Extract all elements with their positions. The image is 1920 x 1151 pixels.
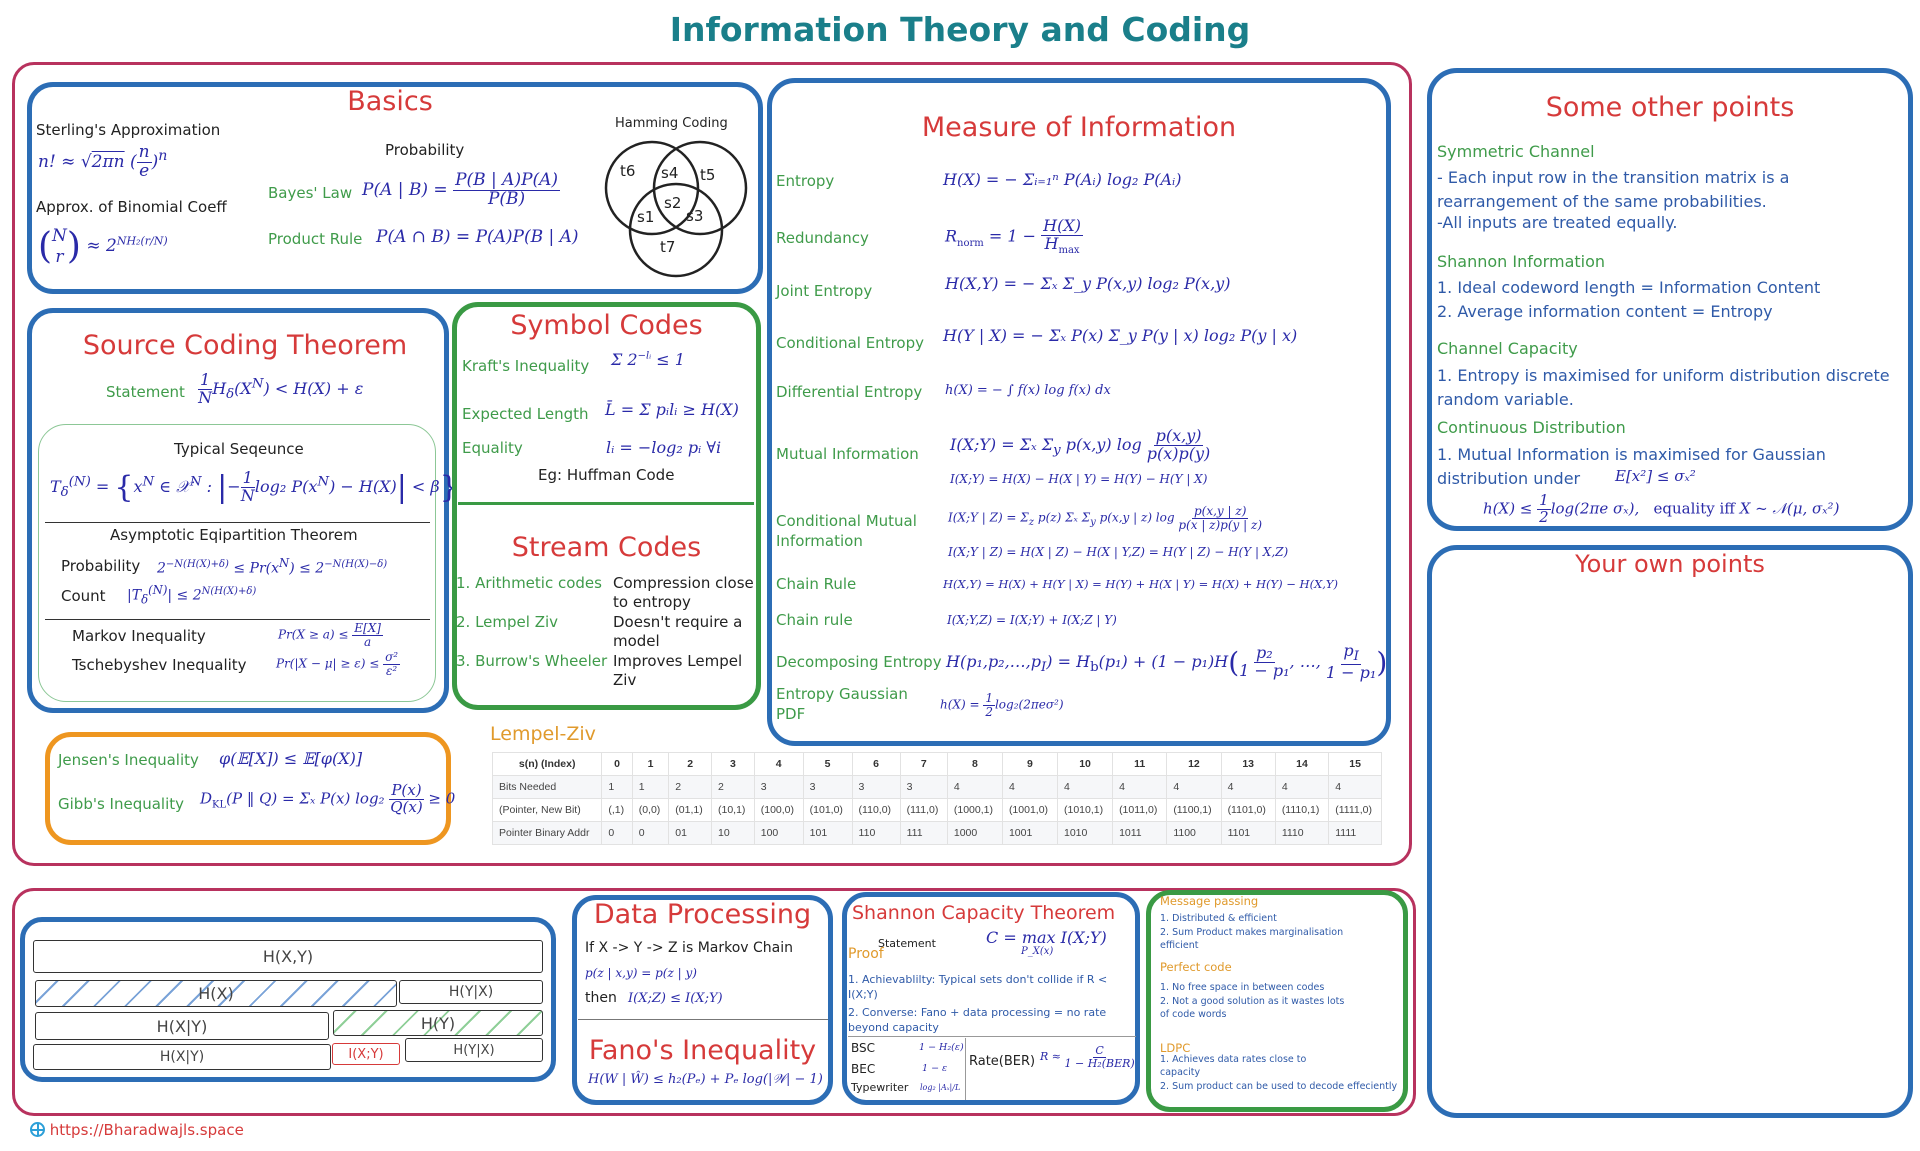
bar-hx-given-y-bottom: H(X|Y) <box>33 1044 331 1070</box>
column-header: s(n) (Index) <box>493 753 602 776</box>
table-cell: 2 <box>712 776 755 799</box>
product-rule-formula: P(A ∩ B) = P(A)P(B | A) <box>376 227 579 247</box>
jensen-formula: φ(𝔼[X]) ≤ 𝔼[φ(X)] <box>219 749 363 768</box>
ldpc-heading: LDPC <box>1160 1041 1191 1055</box>
stream-item-2-label: 2. Lempel Ziv <box>456 613 559 631</box>
aep-count-label: Count <box>61 587 106 605</box>
hamming-t7: t7 <box>660 238 676 256</box>
table-cell: Pointer Binary Addr <box>493 822 602 845</box>
probability-heading: Probability <box>385 141 465 159</box>
column-header: 5 <box>803 753 852 776</box>
proof-item-1: 1. Achievablilty: Typical sets don't collide if R < I(X;Y) <box>848 973 1108 1001</box>
divider <box>45 522 430 523</box>
column-header: 0 <box>602 753 632 776</box>
column-header: 4 <box>754 753 803 776</box>
table-cell: 01 <box>669 822 712 845</box>
equality-formula: lᵢ = −log₂ pᵢ ∀i <box>606 438 722 457</box>
aep-count-formula: $|T_\delta^{(N)}| \le 2^{N(H(X)+\delta)}$ <box>127 583 257 607</box>
typewriter-capacity: log₂ |Aₓ|/L <box>920 1083 961 1092</box>
tscheb-formula: Pr(|X − μ| ≥ ε) ≤ $\frac{\text{σ²}}{\text{ε²}}$ <box>276 650 399 678</box>
markov-chain-formula: p(z | x,y) = p(z | y) <box>585 966 697 980</box>
table-header-row <box>493 753 1382 776</box>
bayes-denominator: P(B) <box>487 188 526 209</box>
stream-item-2-desc: Doesn't require a model <box>613 613 743 650</box>
data-processing-inequality: I(X;Z) ≤ I(X;Y) <box>628 991 723 1006</box>
divider <box>458 502 754 505</box>
table-cell: 4 <box>1275 776 1328 799</box>
column-header: 9 <box>1002 753 1057 776</box>
message-passing-line-1: 1. Distributed & efficient <box>1160 913 1277 924</box>
source-coding-title: Source Coding Theorem <box>82 330 408 361</box>
bsc-label: BSC <box>851 1041 876 1055</box>
entropy-label: Entropy <box>776 172 835 190</box>
divider <box>848 1036 1136 1037</box>
table-cell: (1000,1) <box>947 799 1002 822</box>
table-cell: 4 <box>1058 776 1113 799</box>
table-cell: 4 <box>947 776 1002 799</box>
proof-item-2: 2. Converse: Fano + data processing = no rate beyond capacity <box>848 1006 1107 1034</box>
mutual-information-formula-2: I(X;Y) = H(X) − H(X | Y) = H(Y) − H(Y | X) <box>950 472 1208 486</box>
data-processing-title: Data Processing <box>593 899 812 930</box>
equality-label: Equality <box>462 439 523 457</box>
binomial-formula: ( N r ) ≈ $2^{NH_2(r/N)}$ <box>38 226 168 267</box>
channel-capacity-line-1: 1. Entropy is maximised for uniform distribution discrete random variable. <box>1437 366 1890 409</box>
statement-formula: $\frac{1}{N}$ $H_\delta(X^N) < H(X) + \varepsilon$ <box>198 370 364 407</box>
symbol-codes-title: Symbol Codes <box>510 310 703 341</box>
entropy-gaussian-label: Entropy Gaussian PDF <box>776 685 908 723</box>
markov-label: Markov Inequality <box>72 627 206 645</box>
perfect-code-line-1: 1. No free space in between codes <box>1160 982 1325 993</box>
conditional-mi-formula: I(X;Y | $Z) = \Sigma_z$ p(z) Σₓ $\Sigma_y$ p(x,y | z) log $\frac{p(x,y | z)}{p(x | z)p(y | z)}$ <box>948 504 1262 532</box>
perfect-code-heading: Perfect code <box>1160 960 1232 974</box>
stream-item-3-label: 3. Burrow's Wheeler <box>456 652 608 670</box>
product-rule-label: Product Rule <box>268 230 363 248</box>
table-cell: 2 <box>669 776 712 799</box>
chain-rule-mi-label: Chain rule <box>776 611 853 629</box>
expected-length-formula: L̄ = Σ pᵢlᵢ ≥ H(X) <box>605 400 739 419</box>
bar-hx: H(X) <box>35 980 397 1007</box>
column-header: 13 <box>1221 753 1275 776</box>
bar-hx-given-y-top: H(X|Y) <box>35 1012 329 1040</box>
table-cell: 10 <box>712 822 755 845</box>
aep-title: Asymptotic Eqipartition Theorem <box>110 526 358 544</box>
bec-label: BEC <box>851 1062 876 1076</box>
conditional-entropy-label: Conditional Entropy <box>776 334 924 352</box>
footer-link[interactable] <box>30 1121 244 1139</box>
basics-title: Basics <box>347 86 433 117</box>
redundancy-formula: $R_{norm} = 1$ − $\frac{H(X)}{H_{max}}$ <box>945 216 1081 256</box>
table-cell: 1101 <box>1221 822 1275 845</box>
table-cell: 3 <box>754 776 803 799</box>
then-label: then <box>585 990 617 1006</box>
ldpc-line-2: 2. Sum product can be used to decode effeciently <box>1160 1081 1398 1092</box>
table-cell: (Pointer, New Bit) <box>493 799 602 822</box>
page-title: Information Theory and Coding <box>669 10 1251 49</box>
typical-sequence-formula: $T_\delta^{(N)} = \{x^N$ ∈ 𝒳$^N$ : |− $\frac{1}{N}$ log₂ $P(x^N) - H(X)| < \beta$} <box>50 468 459 505</box>
bayes-lhs: P(A | B) = <box>362 179 448 200</box>
measure-title: Measure of Information <box>921 112 1237 143</box>
other-points-title: Some other points <box>1545 92 1795 123</box>
symmetric-channel-heading: Symmetric Channel <box>1437 142 1595 161</box>
table-cell: 1000 <box>947 822 1002 845</box>
table-cell: 100 <box>754 822 803 845</box>
bar-joint-entropy: H(X,Y) <box>33 940 543 973</box>
ldpc-line-1: 1. Achieves data rates close to capacity <box>1160 1054 1307 1078</box>
statement-label: Statement <box>106 383 185 401</box>
bec-capacity: 1 − ε <box>922 1063 948 1074</box>
gibbs-formula: $D_{KL}(P$ ‖ Q) = Σₓ P(x) log₂ $\frac{P(x)}{Q(x)}$ ≥ 0 <box>200 781 456 816</box>
channel-divider <box>965 1038 966 1100</box>
column-header: 8 <box>947 753 1002 776</box>
table-cell: (1011,0) <box>1113 799 1167 822</box>
fano-formula: H(W | Ŵ) ≤ h₂(Pₑ) + Pₑ log(|𝒲| − 1) <box>588 1072 823 1087</box>
table-cell: 1011 <box>1113 822 1167 845</box>
table-cell: 1110 <box>1275 822 1328 845</box>
differential-entropy-formula: h(X) = − ∫ f(x) log f(x) dx <box>945 383 1111 398</box>
statement-label: Statement <box>878 937 936 950</box>
joint-entropy-label: Joint Entropy <box>776 282 873 300</box>
hamming-s1: s1 <box>637 208 655 226</box>
table-cell: 4 <box>1329 776 1382 799</box>
fano-title: Fano's Inequality <box>588 1035 817 1066</box>
divider <box>45 619 430 620</box>
table-cell: (,1) <box>602 799 632 822</box>
table-cell: (10,1) <box>712 799 755 822</box>
column-header: 7 <box>900 753 947 776</box>
divider <box>578 1019 828 1020</box>
hamming-t5: t5 <box>700 166 716 184</box>
table-cell: 111 <box>900 822 947 845</box>
continuous-distribution-line-1: 1. Mutual Information is maximised for Gaussian distribution under <box>1437 445 1826 488</box>
message-passing-line-2: 2. Sum Product makes marginalisation efficient <box>1160 927 1344 951</box>
markov-formula: Pr(X ≥ a) ≤ $\frac{E[X]}{a}$ <box>278 621 381 649</box>
table-row <box>493 799 1382 822</box>
continuous-condition: E[x²] ≤ σₓ² <box>1615 467 1696 485</box>
decomposing-entropy-formula: $H(p_1,p_2,\dots,p_I) = H_b(p_1) + (1 - p_1)H$( $\frac{\text{p₂}}{\text{1 − p₁}}$ , …, $\frac{p_I}{\text{1 − p₁}}$ ) <box>946 641 1388 683</box>
table-cell: 4 <box>1167 776 1221 799</box>
table-cell: (0,0) <box>632 799 669 822</box>
conditional-mi-label: Conditional Mutual Information <box>776 512 917 550</box>
table-cell: (101,0) <box>803 799 852 822</box>
column-header: 3 <box>712 753 755 776</box>
lempel-ziv-title: Lempel-Ziv <box>490 723 596 745</box>
table-cell: 3 <box>852 776 900 799</box>
table-cell: (110,0) <box>852 799 900 822</box>
table-cell: 4 <box>1221 776 1275 799</box>
mutual-information-label: Mutual Information <box>776 445 919 463</box>
globe-icon <box>30 1122 45 1137</box>
table-cell: (1010,1) <box>1058 799 1113 822</box>
bar-hy: H(Y) <box>333 1010 543 1036</box>
own-points-box <box>1427 545 1913 1118</box>
joint-entropy-formula: H(X,Y) = − Σₓ Σ_y P(x,y) log₂ P(x,y) <box>945 274 1231 293</box>
column-header: 14 <box>1275 753 1328 776</box>
hamming-s2: s2 <box>664 194 682 212</box>
bar-hy-given-x-top: H(Y|X) <box>399 980 543 1004</box>
expected-length-label: Expected Length <box>462 405 589 423</box>
rate-ber-label: Rate(BER) <box>969 1054 1036 1069</box>
mutual-information-formula: I(X;Y) = Σₓ $\Sigma_y$ p(x,y) log $\frac{p(x,y)}{p(x)p(y)}$ <box>950 426 1211 463</box>
jensen-label: Jensen's Inequality <box>58 751 199 769</box>
table-cell: 1100 <box>1167 822 1221 845</box>
typical-sequence-title: Typical Seqeunce <box>174 440 304 458</box>
symmetric-channel-line-2: -All inputs are treated equally. <box>1437 213 1678 232</box>
perfect-code-line-2: 2. Not a good solution as it wastes lots of code words <box>1160 996 1345 1020</box>
hamming-s4: s4 <box>661 164 679 182</box>
table-cell: 0 <box>602 822 632 845</box>
table-cell: (100,0) <box>754 799 803 822</box>
bar-hy-given-x-bottom: H(Y|X) <box>405 1038 543 1062</box>
table-cell: (1110,1) <box>1275 799 1328 822</box>
bsc-capacity: 1 − H₂(ε) <box>919 1042 964 1053</box>
own-points-title: Your own points <box>1575 550 1765 578</box>
hamming-s3: s3 <box>686 207 704 225</box>
proof-label: Proof <box>848 946 884 962</box>
table-cell: 3 <box>900 776 947 799</box>
hamming-t6: t6 <box>620 162 636 180</box>
entropy-gaussian-formula: h(X) = $\frac{1}{2}$ log₂(2πeσ²) <box>940 691 1064 719</box>
capacity-formula-sub: P_X(x) <box>1021 946 1054 957</box>
column-header: 15 <box>1329 753 1382 776</box>
chain-rule-formula: H(X,Y) = H(X) + H(Y | X) = H(Y) + H(X | Y) = H(X) + H(Y) − H(X,Y) <box>943 577 1338 591</box>
kraft-label: Kraft's Inequality <box>462 357 590 375</box>
lempel-ziv-table <box>492 752 1382 845</box>
table-cell: (1100,1) <box>1167 799 1221 822</box>
table-cell: 1 <box>602 776 632 799</box>
table-cell: 1010 <box>1058 822 1113 845</box>
typewriter-label: Typewriter <box>851 1081 909 1094</box>
table-cell: 4 <box>1113 776 1167 799</box>
bar-mutual-information: I(X;Y) <box>332 1043 400 1065</box>
table-cell: 4 <box>1002 776 1057 799</box>
differential-entropy-label: Differential Entropy <box>776 383 923 401</box>
table-row <box>493 822 1382 845</box>
shannon-information-heading: Shannon Information <box>1437 252 1606 271</box>
stream-codes-title: Stream Codes <box>511 532 702 563</box>
chain-rule-mi-formula: I(X;Y,Z) = I(X;Y) + I(X;Z | Y) <box>947 613 1117 627</box>
gibbs-label: Gibb's Inequality <box>58 795 185 813</box>
column-header: 11 <box>1113 753 1167 776</box>
sterling-formula: n! ≈ √2πn ( $\frac{n}{e}$ )$^n$ <box>38 142 168 181</box>
stream-item-1-desc: Compression close to entropy <box>613 574 754 611</box>
kraft-formula: Σ $2^{-lᵢ} \le 1$ <box>611 350 685 369</box>
bayes-numerator: P(B | A)P(A) <box>455 170 559 190</box>
stream-item-3-desc: Improves Lempel Ziv <box>613 652 743 689</box>
table-cell: (111,0) <box>900 799 947 822</box>
hamming-title: Hamming Coding <box>615 116 728 131</box>
binomial-label: Approx. of Binomial Coeff <box>36 198 227 216</box>
capacity-formula: C = max I(X;Y) <box>986 928 1107 947</box>
message-passing-heading: Message passing <box>1160 894 1259 908</box>
table-cell: 0 <box>632 822 669 845</box>
table-row <box>493 776 1382 799</box>
column-header: 1 <box>632 753 669 776</box>
shannon-information-line-2: 2. Average information content = Entropy <box>1437 302 1773 321</box>
sterling-label: Sterling's Approximation <box>36 121 221 139</box>
channel-capacity-heading: Channel Capacity <box>1437 339 1578 358</box>
table-cell: (1101,0) <box>1221 799 1275 822</box>
aep-probability-label: Probability <box>61 557 141 575</box>
column-header: 10 <box>1058 753 1113 776</box>
table-cell: Bits Needed <box>493 776 602 799</box>
conditional-mi-formula-2: I(X;Y | Z) = H(X | Z) − H(X | Y,Z) = H(Y | Z) − H(Y | X,Z) <box>948 545 1289 559</box>
chain-rule-label: Chain Rule <box>776 575 857 593</box>
table-cell: 1 <box>632 776 669 799</box>
table-cell: (01,1) <box>669 799 712 822</box>
markov-chain-line: If X -> Y -> Z is Markov Chain <box>585 940 794 956</box>
huffman-example: Eg: Huffman Code <box>538 466 675 484</box>
rate-ber-formula: R ≈ $\frac{C}{\text{1 − H₂(BER)}}$ <box>1040 1044 1135 1070</box>
shannon-title: Shannon Capacity Theorem <box>852 902 1116 924</box>
bayes-formula <box>362 172 560 209</box>
symmetric-channel-line-1: - Each input row in the transition matrix is a rearrangement of the same probabilities. <box>1437 168 1790 211</box>
aep-probability-formula: $2^{-N(H(X)+\delta)} \le Pr(x^N) \le 2^{-N(H(X)-\delta)}$ <box>157 556 388 577</box>
table-cell: (1001,0) <box>1002 799 1057 822</box>
redundancy-label: Redundancy <box>776 229 869 247</box>
decomposing-entropy-label: Decomposing Entropy <box>776 653 942 671</box>
table-cell: 3 <box>803 776 852 799</box>
table-cell: 1001 <box>1002 822 1057 845</box>
table-cell: 110 <box>852 822 900 845</box>
column-header: 2 <box>669 753 712 776</box>
table-cell: 101 <box>803 822 852 845</box>
stream-item-1-label: 1. Arithmetic codes <box>456 574 602 592</box>
shannon-information-line-1: 1. Ideal codeword length = Information Content <box>1437 278 1821 297</box>
tscheb-label: Tschebyshev Inequality <box>72 656 247 674</box>
column-header: 6 <box>852 753 900 776</box>
table-cell: (1111,0) <box>1329 799 1382 822</box>
column-header: 12 <box>1167 753 1221 776</box>
bayes-label: Bayes' Law <box>268 184 353 202</box>
table-cell: 1111 <box>1329 822 1382 845</box>
continuous-distribution-heading: Continuous Distribution <box>1437 418 1626 437</box>
footer-url[interactable]: https://Bharadwajls.space <box>49 1121 244 1139</box>
continuous-formula: h(X) ≤ $\frac{1}{2}$ log(2πe σₓ), equality iff X ~ 𝒩(μ, σₓ²) <box>1483 491 1840 526</box>
conditional-entropy-formula: H(Y | X) = − Σₓ P(x) Σ_y P(y | x) log₂ P(y | x) <box>943 326 1298 345</box>
entropy-formula: H(X) = − Σᵢ₌₁ⁿ P(Aᵢ) log₂ P(Aᵢ) <box>943 170 1182 189</box>
